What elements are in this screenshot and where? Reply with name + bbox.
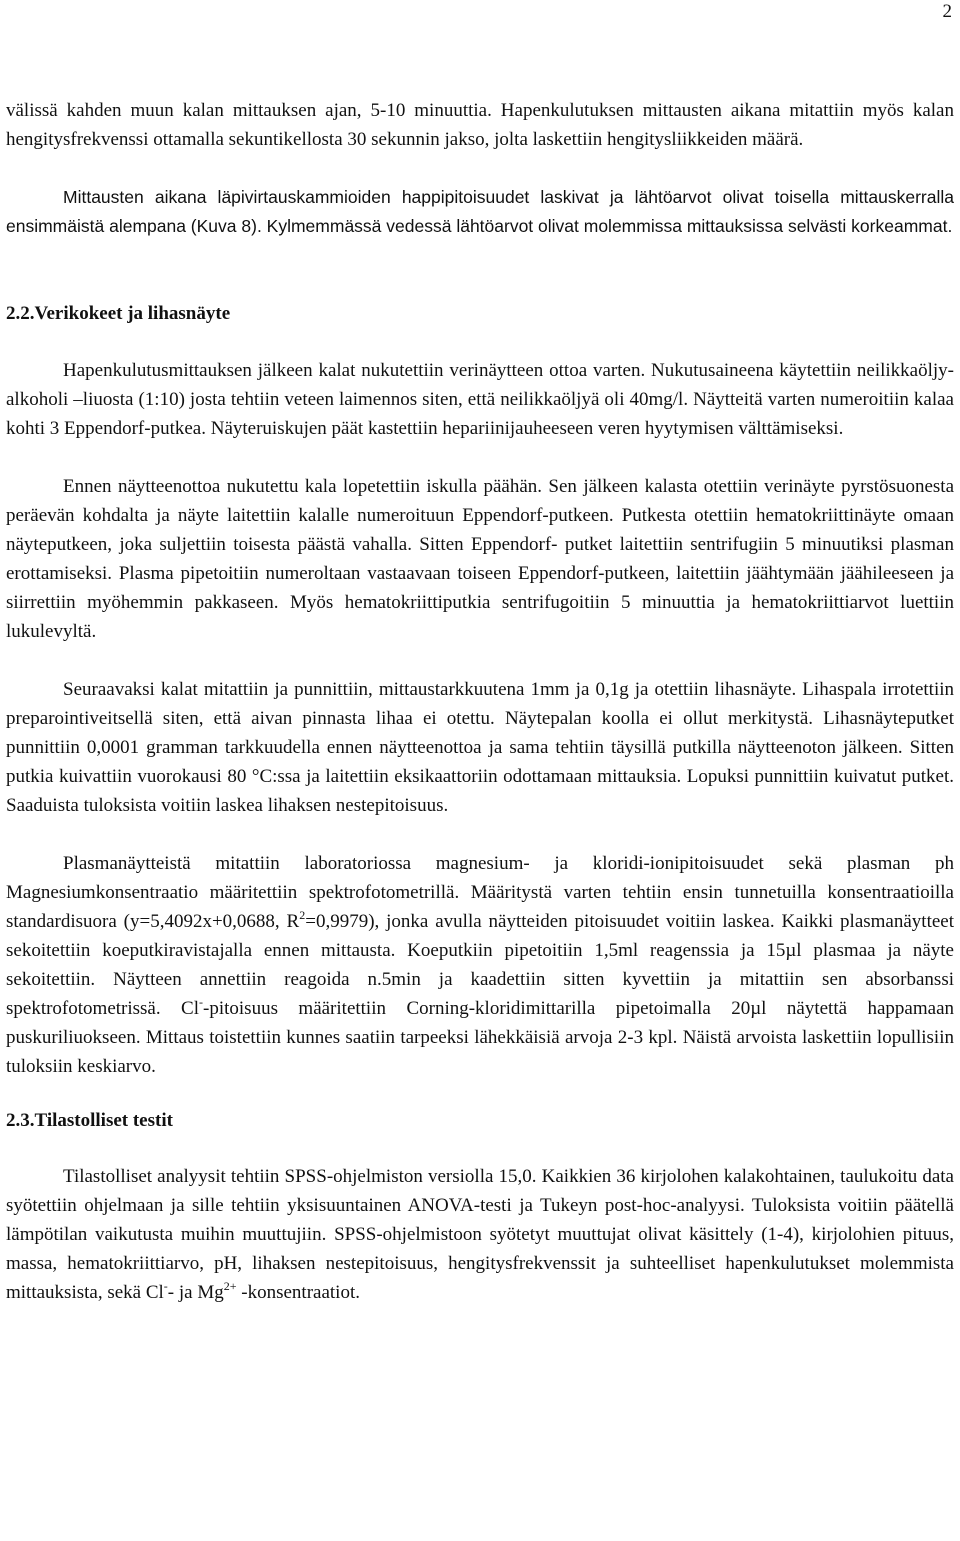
paragraph-plasma-analysis bbox=[6, 849, 954, 1081]
text-segment: Plasmanäytteistä mitattiin laboratoriossa magnesium- ja kloridi-ionipitoisuudet sekä plasman ph Magnesiumkonsentraatio määritettiin spektrofotometrillä. Määritystä varten tehtiin ensin tunnetuilla konsentraatioilla standardisuora (y=5,4092x+0,0688, R bbox=[6, 853, 954, 932]
superscript: - bbox=[163, 1279, 168, 1293]
paragraph-anesthesia: Hapenkulutusmittauksen jälkeen kalat nukutettiin verinäytteen ottoa varten. Nukutusaineena käytettiin neilikkaöljy-alkoholi –liuosta (1:10) josta tehtiin veteen laimennos siten, että neilikkaöljyä oli 40mg/l. Näytteitä varten numeroitiin kalaa kohti 3 Eppendorf-putkea. Näyteruiskujen päät kastettiin hepariinijauheeseen veren hyytymisen välttämiseksi. bbox=[6, 360, 954, 439]
section-heading-2-2: 2.2.Verikokeet ja lihasnäyte bbox=[6, 303, 231, 324]
continuation-paragraph: välissä kahden muun kalan mittauksen ajan, 5-10 minuuttia. Hapenkulutuksen mittausten aikana mitattiin myös kalan hengitysfrekvenssi ottamalla sekuntikellosta 30 sekunnin jakso, jolta laskettiin hengitysliikkeiden määrä. bbox=[6, 100, 954, 150]
flow-paragraph: Mittausten aikana läpivirtauskammioiden happipitoisuudet laskivat ja lähtöarvot olivat toisella mittauskerralla ensimmäistä alempana (Kuva 8). Kylmemmässä vedessä lähtöarvot olivat molemmissa mittauksissa selvästi korkeammat. bbox=[6, 187, 954, 236]
text-segment: =0,9979), jonka avulla näytteiden pitoisuudet voitiin laskea. Kaikki plasmanäytteet sekoitettiin koeputkiravistajalla ennen mittausta. Koeputkiin pipetoitiin 1,5ml reagenssia ja 15µl plasmaa ja näyte sekoitettiin. Näytteen annettiin reagoida n.5min ja kaadettiin sitten kyvettiin ja mitattiin sen absorbanssi spektrofotometrissä. Cl bbox=[6, 911, 954, 1019]
paragraph-muscle-sample: Seuraavaksi kalat mitattiin ja punnittiin, mittaustarkkuutena 1mm ja 0,1g ja otettiin lihasnäyte. Lihaspala irrotettiin preparointiveitsellä siten, että aivan pinnasta lihaa ei otettu. Näytepalan koolla ei ollut merkitystä. Lihasnäyteputket punnittiin 0,0001 gramman tarkkuudella ennen näytteenottoa ja sama tehtiin täysillä putkilla näytteenoton jälkeen. Sitten putkia kuivattiin vuorokausi 80 °C:ssa ja laitettiin eksikaattoriin odottamaan mittauksia. Lopuksi punnittiin kuivatut putket. Saaduista tuloksista voitiin laskea lihaksen nestepitoisuus. bbox=[6, 679, 954, 816]
text-segment: -pitoisuus määritettiin Corning-kloridimittarilla pipetoimalla 20µl näytettä happamaan puskuriliuokseen. Mittaus toistettiin kunnes saatiin tarpeeksi lähekkäisiä arvoja 2-3 kpl. Näistä arvoista laskettiin lopullisiin tuloksiin keskiarvo. bbox=[6, 998, 954, 1077]
paragraph-blood-sampling: Ennen näytteenottoa nukutettu kala lopetettiin iskulla päähän. Sen jälkeen kalasta otettiin verinäyte pyrstösuonesta peräevän kohdalta ja näyte laitettiin kalalle numeroituun Eppendorf-putkeen. Putkesta otettiin hematokriittinäyte omaan näyteputkeen, joka suljettiin toisesta päästä vahalla. Sitten Eppendorf- putket laitettiin sentrifugiin 5 minuutiksi plasman erottamiseksi. Plasma pipetoitiin numeroltaan vastaavaan toiseen Eppendorf-putkeen, laitettiin jäähtymään jäähileeseen ja siirrettiin myöhemmin pakkaseen. Myös hematokriittiputkia sentrifugoitiin 5 minuuttia ja hematokriittiarvot luettiin lukulevyltä. bbox=[6, 476, 954, 642]
section-heading-2-3: 2.3.Tilastolliset testit bbox=[6, 1110, 173, 1131]
page-number: 2 bbox=[942, 1, 952, 22]
text-segment: - ja Mg bbox=[167, 1282, 224, 1303]
superscript: - bbox=[199, 995, 204, 1009]
text-segment: -konsentraatiot. bbox=[236, 1282, 360, 1303]
document-body bbox=[6, 96, 954, 1307]
paragraph-statistics bbox=[6, 1162, 954, 1307]
superscript: 2 bbox=[299, 908, 306, 922]
text-segment: Tilastolliset analyysit tehtiin SPSS-ohjelmiston versiolla 15,0. Kaikkien 36 kirjolohen kalakohtainen, taulukoitu data syötettiin ohjelmaan ja sille tehtiin yksisuuntainen ANOVA-testi ja Tukeyn post-hoc-analyysi. Tuloksista voitiin päätellä lämpötilan vaikutusta muihin muuttujiin. SPSS-ohjelmistoon syötetyt muuttujat olivat käsittely (1-4), kirjolohien pituus, massa, hematokriittiarvo, pH, lihaksen nestepitoisuus, hengitysfrekvenssit ja suhteelliset hapenkulutukset molemmista mittauksista, sekä Cl bbox=[6, 1166, 954, 1303]
superscript: 2+ bbox=[223, 1279, 237, 1293]
